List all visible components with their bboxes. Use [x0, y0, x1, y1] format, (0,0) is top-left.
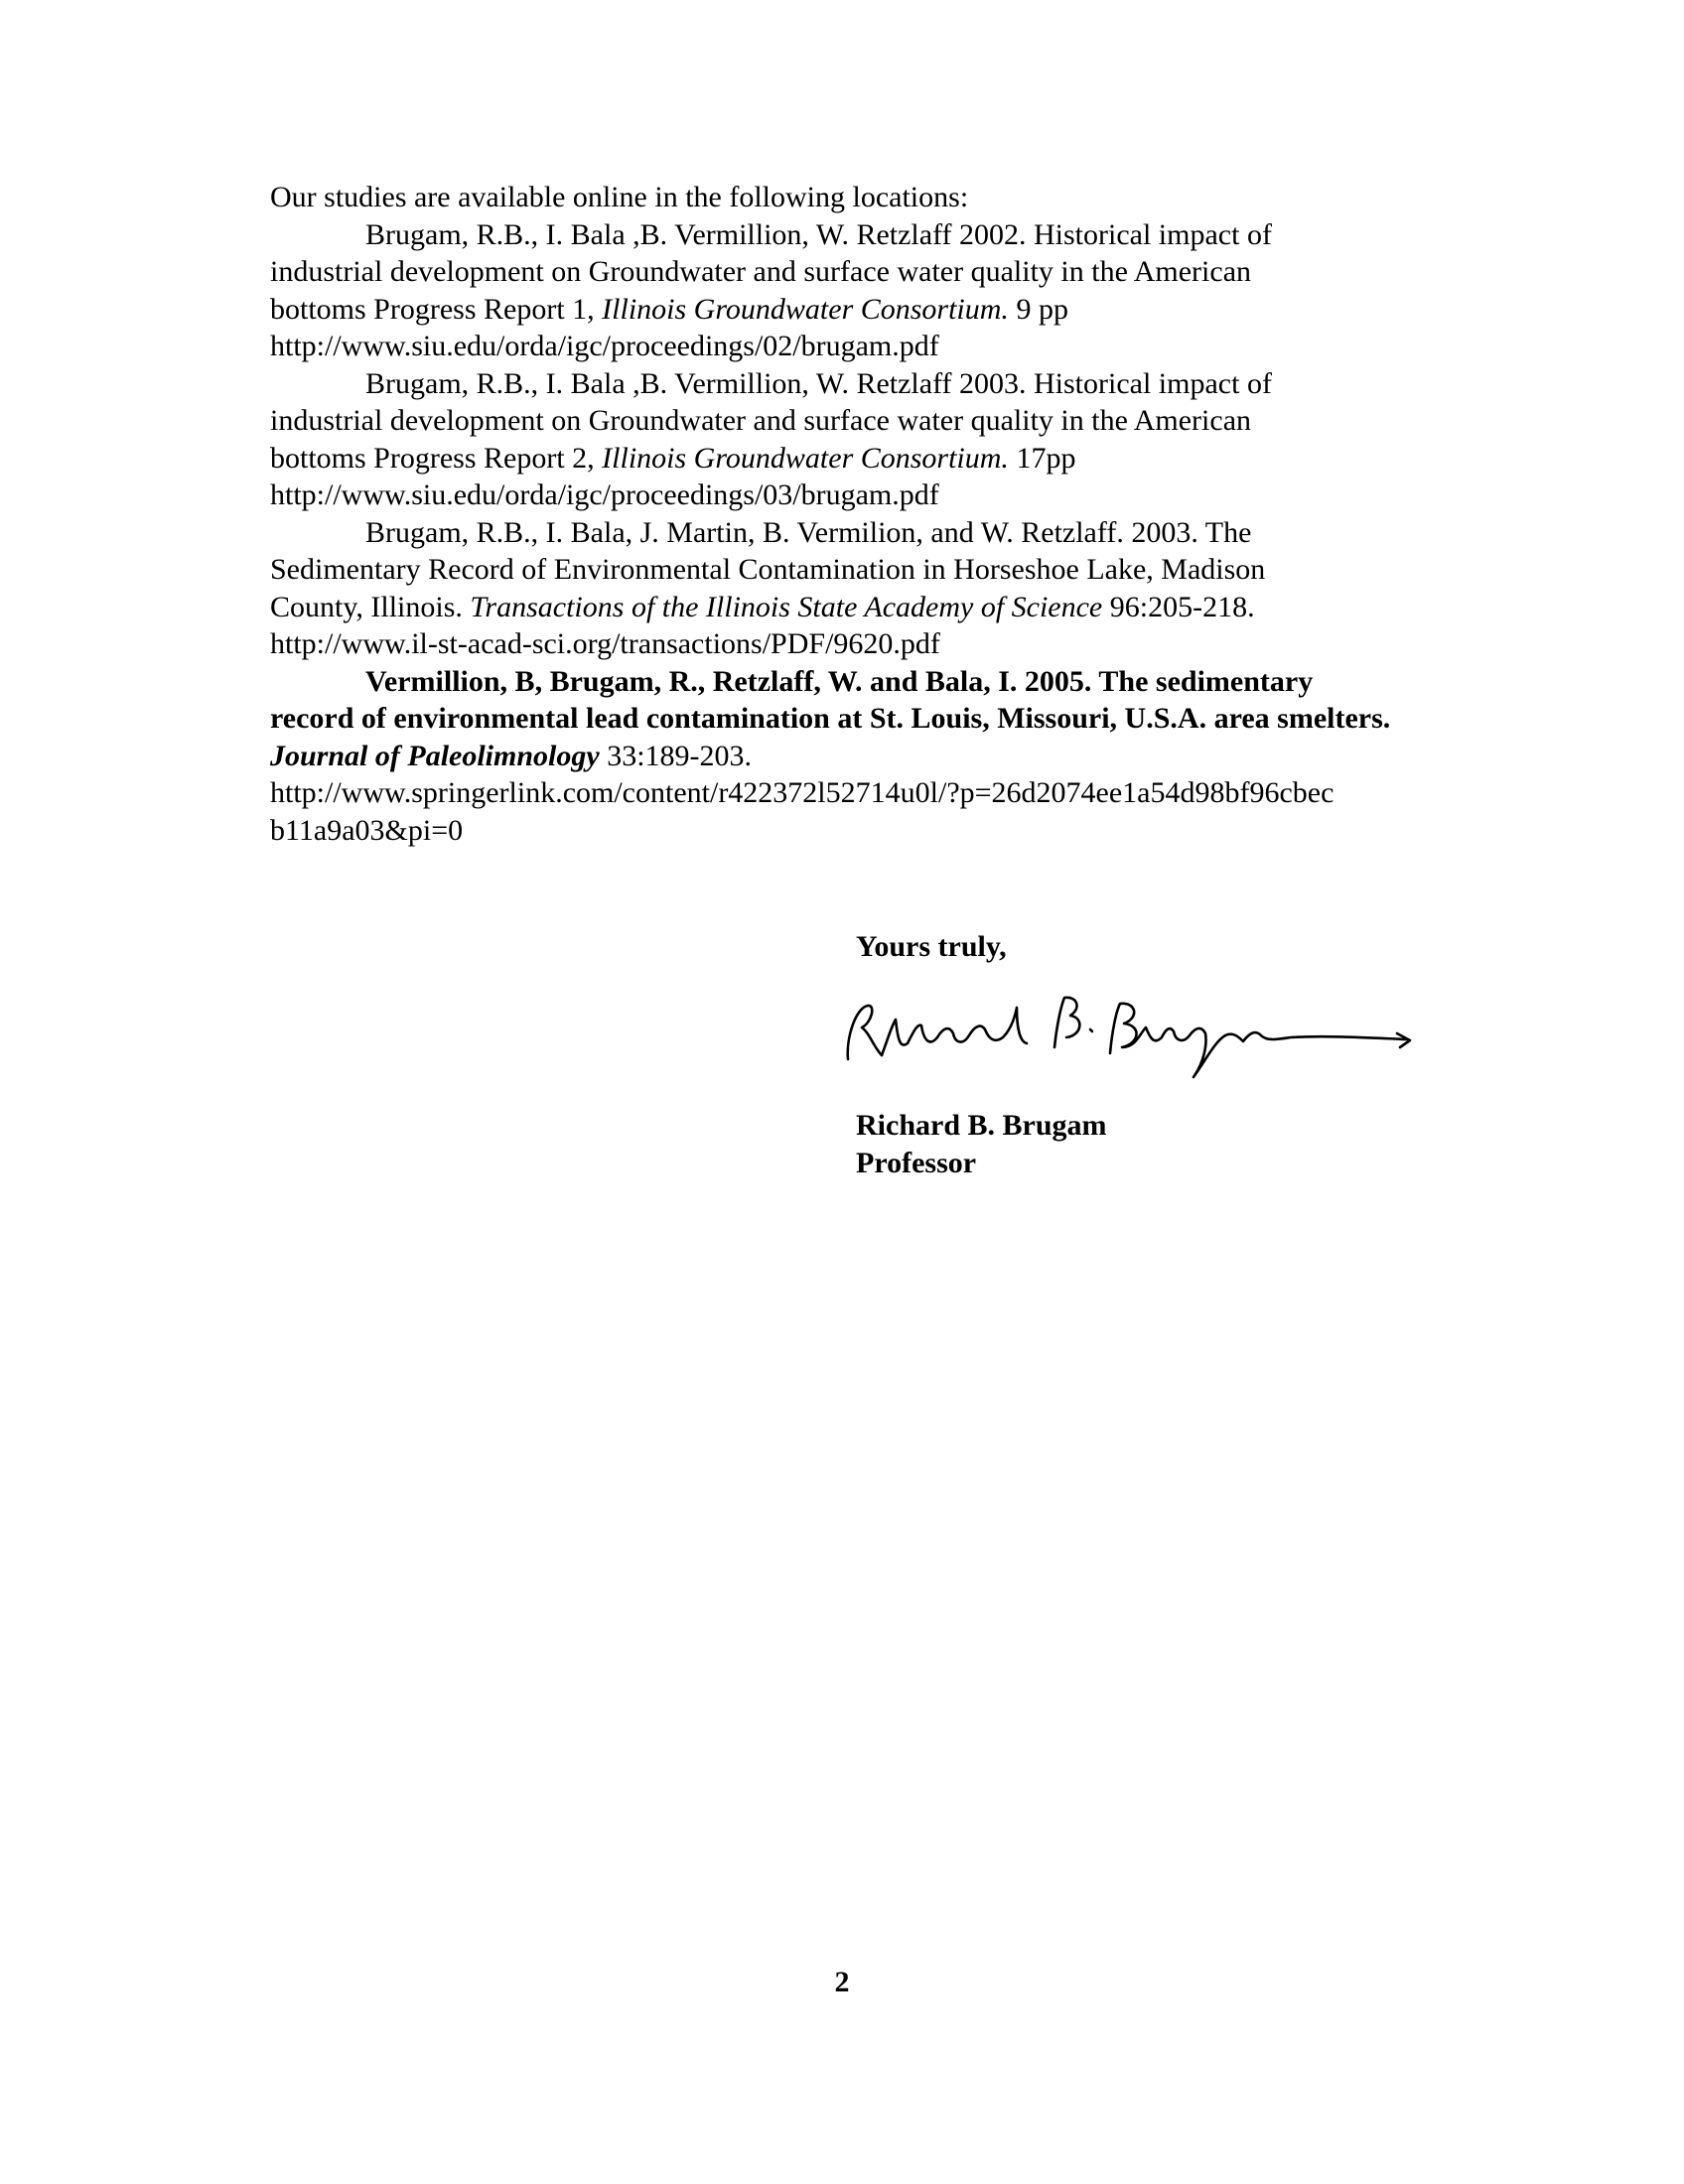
journal-title: Illinois Groundwater Consortium. — [602, 292, 1009, 326]
references-section — [270, 179, 1462, 849]
reference-line — [270, 440, 1462, 478]
reference-line: industrial development on Groundwater and surface water quality in the American — [270, 404, 1252, 437]
reference-url[interactable]: http://www.siu.edu/orda/igc/proceedings/03/brugam.pdf — [270, 478, 939, 511]
reference-url-continued[interactable]: b11a9a03&pi=0 — [270, 813, 464, 847]
reference-text: bottoms Progress Report 1, — [270, 292, 603, 326]
handwritten-signature — [826, 968, 1442, 1087]
reference-line: Vermillion, B, Brugam, R., Retzlaff, W. and Bala, I. 2005. The sedimentary — [365, 664, 1314, 698]
reference-pages: 17pp — [1008, 441, 1076, 475]
reference-4 — [270, 663, 1462, 850]
reference-text: bottoms Progress Report 2, — [270, 441, 603, 475]
reference-url[interactable]: http://www.il-st-acad-sci.org/transactions/PDF/9620.pdf — [270, 627, 940, 660]
reference-pages: 96:205-218. — [1102, 590, 1255, 623]
reference-line — [270, 589, 1462, 626]
journal-title: Illinois Groundwater Consortium. — [602, 441, 1009, 475]
reference-2 — [270, 365, 1462, 514]
signer-name: Richard B. Brugam — [856, 1109, 1107, 1142]
reference-line — [270, 738, 1462, 775]
reference-text: County, Illinois. — [270, 590, 471, 623]
signer-block — [856, 1107, 1107, 1181]
reference-1 — [270, 216, 1462, 365]
reference-line: record of environmental lead contamination at St. Louis, Missouri, U.S.A. area smelters. — [270, 702, 1391, 735]
reference-line: Brugam, R.B., I. Bala, J. Martin, B. Vermilion, and W. Retzlaff. 2003. The — [365, 515, 1252, 549]
reference-line: Brugam, R.B., I. Bala ,B. Vermillion, W. Retzlaff 2003. Historical impact of — [365, 366, 1272, 400]
reference-pages: 33:189-203. — [599, 739, 753, 772]
reference-line: industrial development on Groundwater and surface water quality in the American — [270, 255, 1252, 288]
page-number: 2 — [834, 1966, 850, 1998]
reference-line: Sedimentary Record of Environmental Contamination in Horseshoe Lake, Madison — [270, 553, 1266, 586]
intro-text: Our studies are available online in the following locations: — [270, 181, 969, 213]
closing-salutation: Yours truly, — [856, 930, 1007, 963]
reference-pages: 9 pp — [1008, 292, 1068, 326]
reference-3 — [270, 514, 1462, 663]
journal-title: Journal of Paleolimnology — [270, 739, 600, 772]
reference-line: Brugam, R.B., I. Bala ,B. Vermillion, W. Retzlaff 2002. Historical impact of — [365, 217, 1272, 251]
journal-title: Transactions of the Illinois State Academy of Science — [470, 590, 1103, 623]
signer-title: Professor — [856, 1146, 977, 1179]
reference-url[interactable]: http://www.springerlink.com/content/r422372l52714u0l/?p=26d2074ee1a54d98bf96cbec — [270, 776, 1334, 809]
reference-url[interactable]: http://www.siu.edu/orda/igc/proceedings/02/brugam.pdf — [270, 330, 939, 362]
reference-line — [270, 291, 1462, 329]
